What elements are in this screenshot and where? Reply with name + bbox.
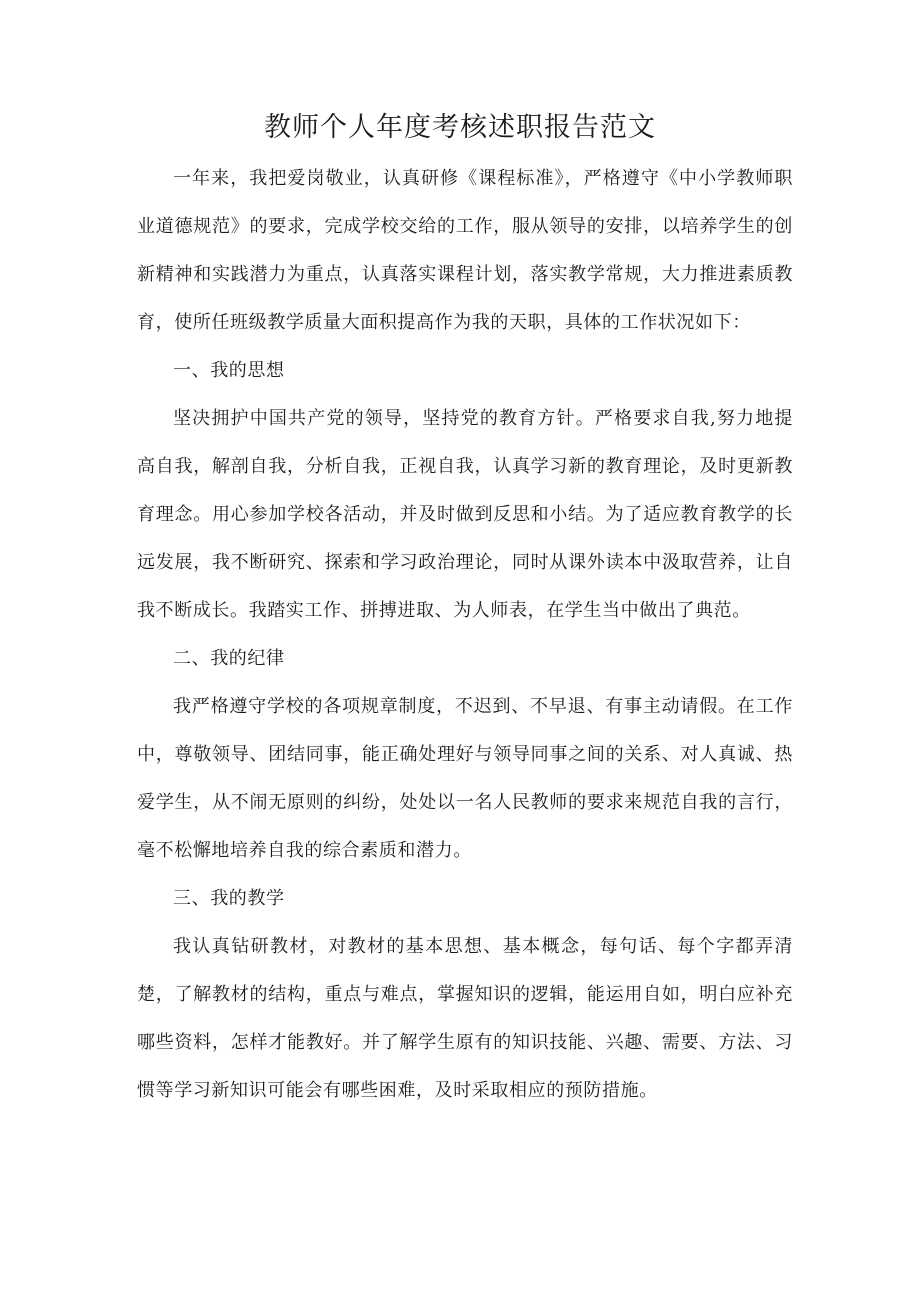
section-paragraph-discipline: 我严格遵守学校的各项规章制度，不迟到、不早退、有事主动请假。在工作中，尊敬领导、团结同事，能正确处理好与领导同事之间的关系、对人真诚、热爱学生，从不闹无原则的纠纷，处处以一名人民教师的要求来规范自我的言行，毫不松懈地培养自我的综合素质和潜力。	[137, 696, 793, 861]
document-title: 教师个人年度考核述职报告范文	[264, 112, 656, 143]
section-heading-discipline: 二、我的纪律	[173, 648, 285, 669]
section-paragraph-thought: 坚决拥护中国共产党的领导，坚持党的教育方针。严格要求自我,努力地提高自我，解剖自我，分析自我，正视自我，认真学习新的教育理论，及时更新教育理念。用心参加学校各活动，并及时做到反思和小结。为了适应教育教学的长远发展，我不断研究、探索和学习政治理论，同时从课外读本中汲取营养，让自我不断成长。我踏实工作、拼搏进取、为人师表，在学生当中做出了典范。	[137, 408, 793, 621]
document-body	[137, 155, 793, 1115]
intro-paragraph: 一年来，我把爱岗敬业，认真研修《课程标准》，严格遵守《中小学教师职业道德规范》的要求，完成学校交给的工作，服从领导的安排，以培养学生的创新精神和实践潜力为重点，认真落实课程计划，落实教学常规，大力推进素质教育，使所任班级教学质量大面积提高作为我的天职，具体的工作状况如下：	[137, 168, 793, 333]
section-heading-thought: 一、我的思想	[173, 360, 285, 381]
section-paragraph-teaching: 我认真钻研教材，对教材的基本思想、基本概念，每句话、每个字都弄清楚，了解教材的结构，重点与难点，掌握知识的逻辑，能运用自如，明白应补充哪些资料，怎样才能教好。并了解学生原有的知识技能、兴趣、需要、方法、习惯等学习新知识可能会有哪些困难，及时采取相应的预防措施。	[137, 936, 793, 1101]
section-heading-teaching: 三、我的教学	[173, 888, 285, 909]
